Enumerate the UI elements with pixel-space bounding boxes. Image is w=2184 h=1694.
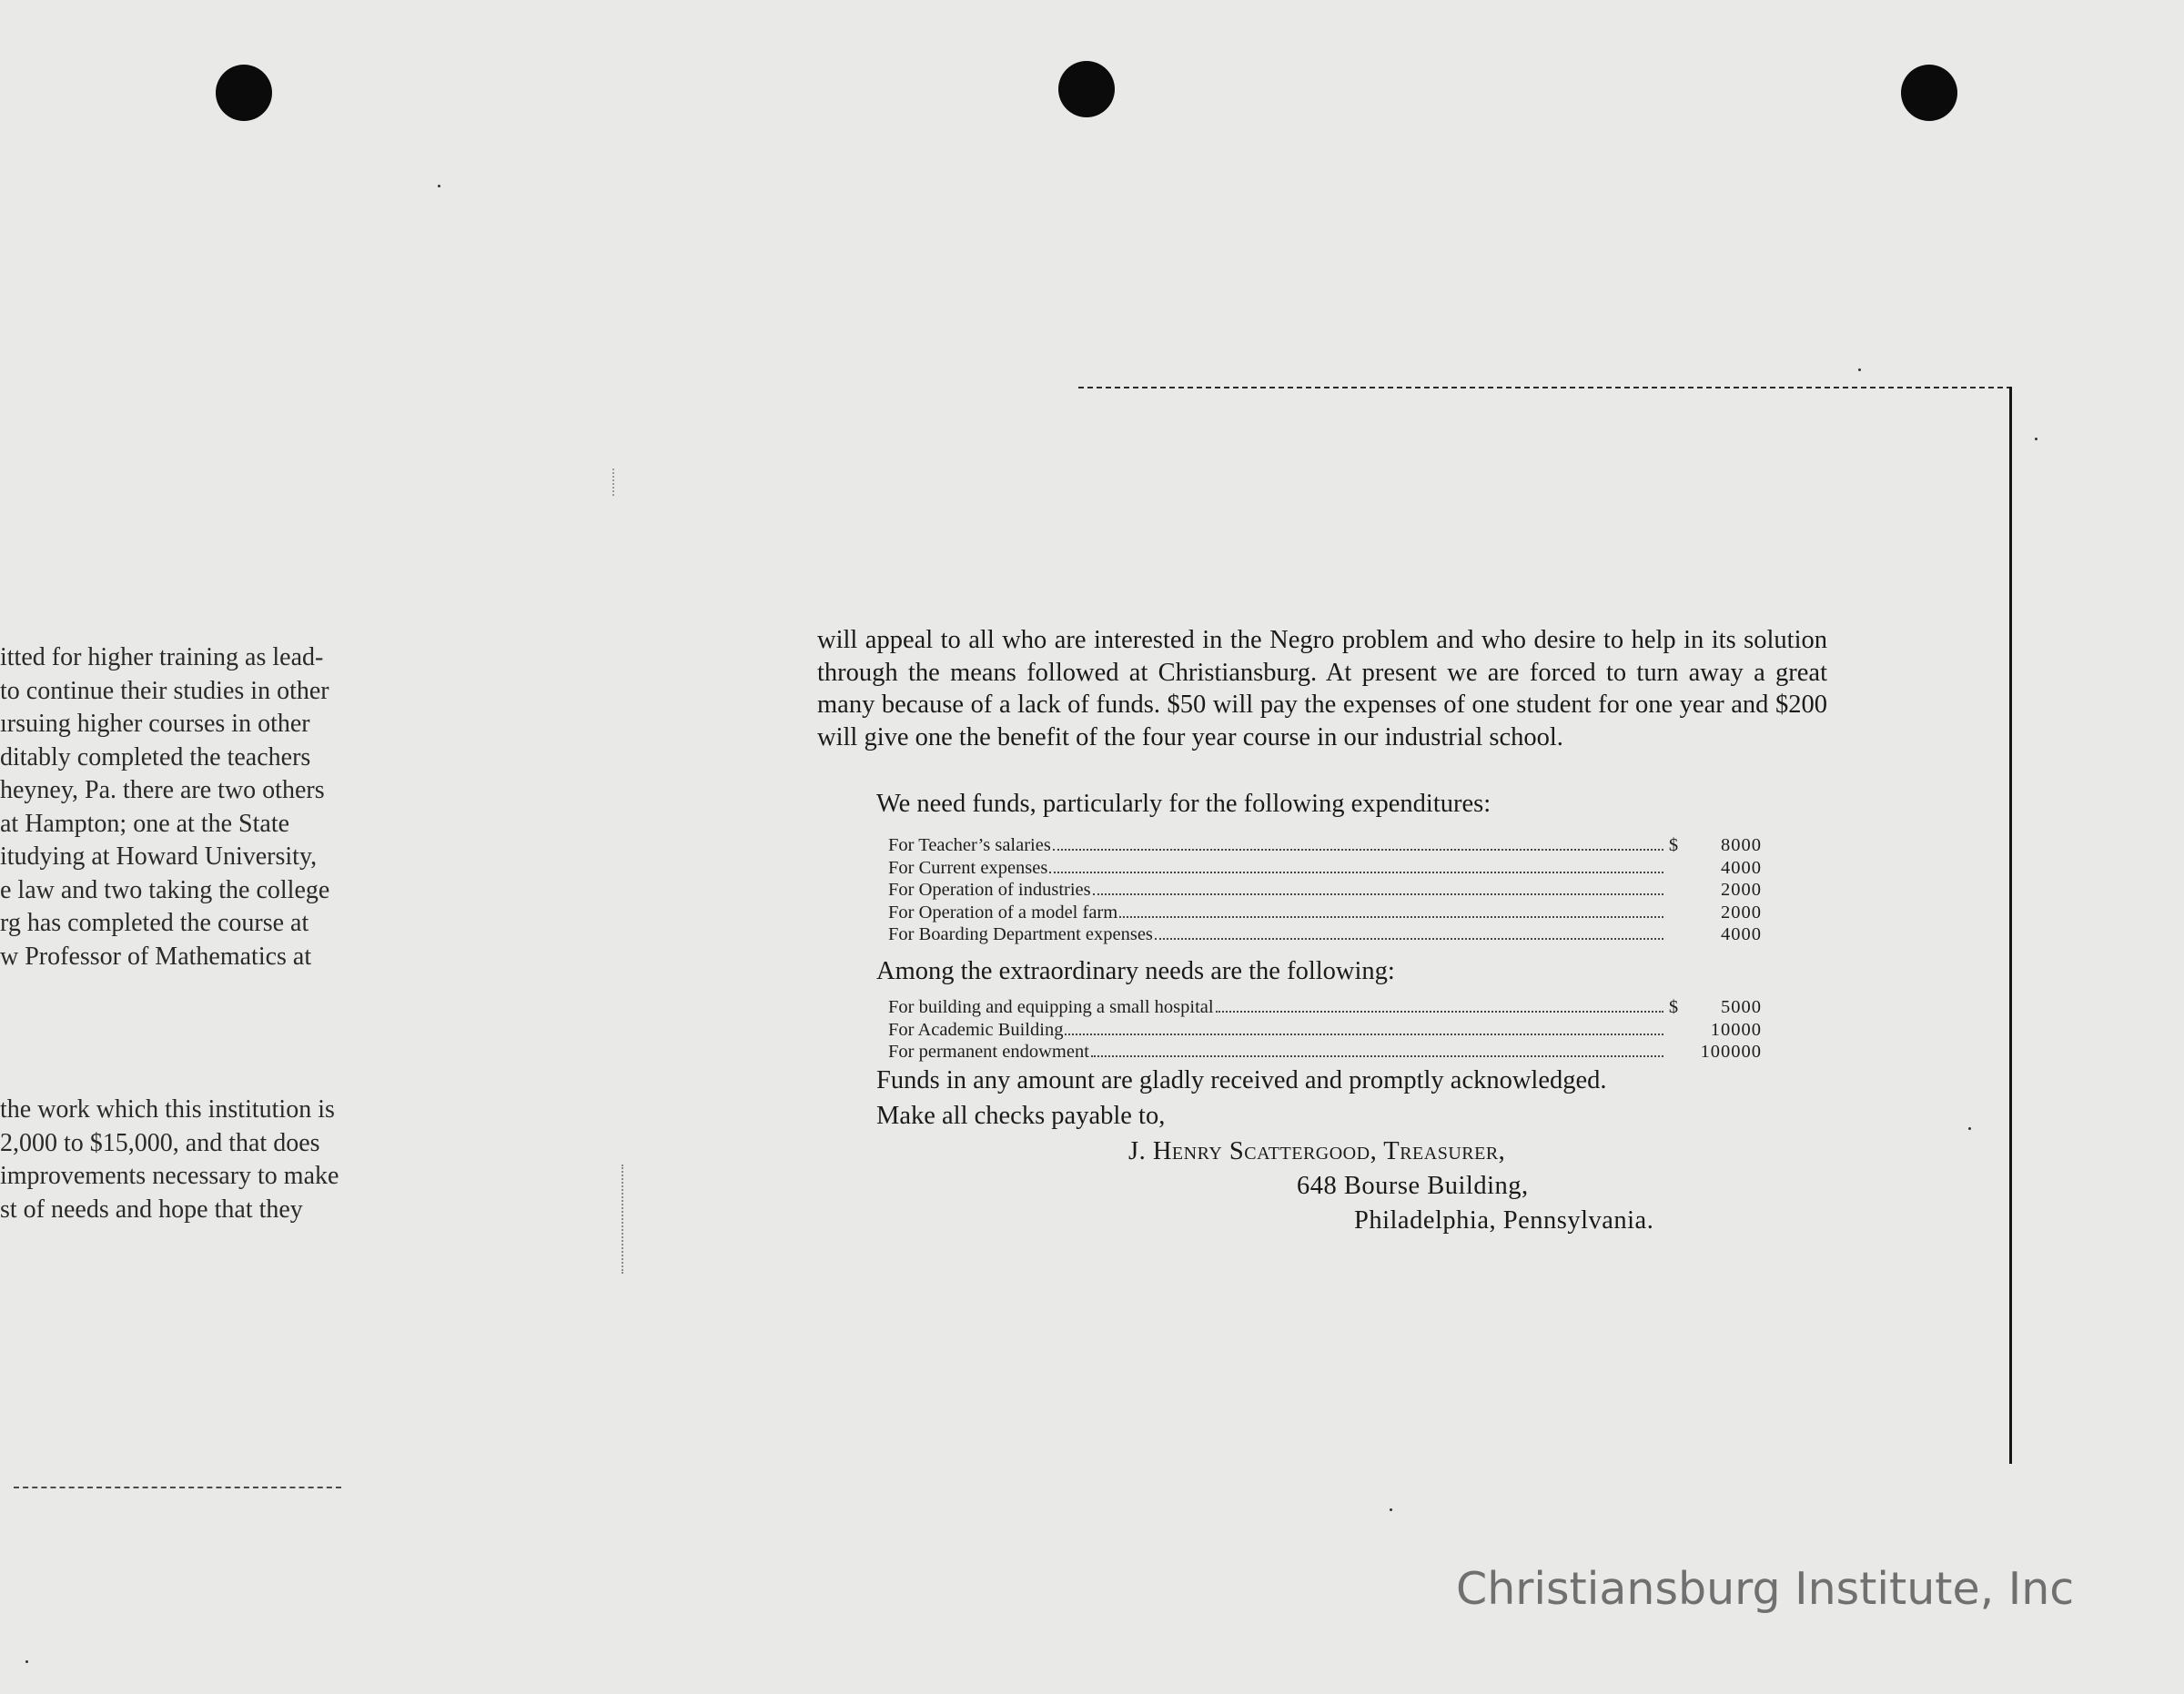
left-line: st of needs and hope that they [0, 1195, 303, 1224]
appeal-paragraph-block [817, 624, 1827, 753]
left-page-bottom-rule [14, 1487, 341, 1488]
left-page-text-block-1 [0, 641, 446, 973]
left-line: heyney, Pa. there are two others [0, 776, 325, 804]
expenditure-amount: 2000 [1721, 902, 1762, 923]
scan-speck [1968, 1127, 1971, 1130]
left-line: rg has completed the course at [0, 909, 309, 937]
extraordinary-amount: 5000 [1721, 997, 1762, 1017]
expenditure-label: For Operation of industries [888, 880, 1091, 900]
leader-dots [1155, 938, 1663, 940]
archive-watermark: Christiansburg Institute, Inc [1456, 1563, 2075, 1615]
page-gutter-marks [622, 1165, 623, 1274]
extraordinary-label: For permanent endowment [888, 1042, 1089, 1062]
checks-line: Make all checks payable to, [876, 1102, 1166, 1130]
extraordinary-row [888, 997, 1762, 1020]
extraordinary-needs-table [888, 997, 1762, 1064]
expenditure-row [888, 835, 1762, 858]
left-line: itudying at Howard University, [0, 842, 318, 871]
left-line: itted for higher training as lead- [0, 643, 324, 671]
treasurer-city-line: Philadelphia, Pennsylvania. [1354, 1206, 1654, 1235]
scan-speck [2035, 438, 2037, 440]
expenditure-row [888, 880, 1762, 902]
extraordinary-row [888, 1020, 1762, 1043]
left-line: ditably completed the teachers [0, 742, 311, 771]
extraordinary-amount: 10000 [1710, 1019, 1762, 1040]
left-line: 2,000 to $15,000, and that does [0, 1128, 320, 1157]
punch-hole-left [216, 65, 272, 121]
expenditure-label: For Teacher’s salaries [888, 835, 1051, 855]
left-line: w Professor of Mathematics at [0, 942, 312, 971]
expenditure-row [888, 924, 1762, 947]
punch-hole-center [1058, 61, 1115, 117]
expenditure-row [888, 858, 1762, 881]
expenditure-amount: 4000 [1721, 857, 1762, 878]
scan-speck [1390, 1508, 1392, 1511]
left-line: improvements necessary to make [0, 1162, 339, 1190]
expenditures-table [888, 835, 1762, 947]
funds-line: Funds in any amount are gladly received and promptly acknowledged. [876, 1066, 1607, 1094]
expenditure-amount: 8000 [1721, 835, 1762, 855]
expenditure-label: For Operation of a model farm [888, 902, 1118, 923]
currency-sign: $ [1668, 997, 1679, 1017]
extraordinary-heading: Among the extraordinary needs are the following: [876, 957, 1395, 985]
expenditure-row [888, 902, 1762, 925]
leader-dots [1053, 849, 1663, 851]
scan-speck [438, 185, 440, 187]
page-gutter-marks-upper [612, 469, 614, 496]
expenditure-label: For Current expenses [888, 857, 1048, 878]
currency-sign: $ [1668, 835, 1679, 855]
extraordinary-label: For building and equipping a small hospital [888, 997, 1214, 1017]
treasurer-address-line: 648 Bourse Building, [1297, 1172, 1529, 1200]
left-line: e law and two taking the college [0, 875, 330, 904]
left-line: at Hampton; one at the State [0, 809, 290, 838]
left-line: ırsuing higher courses in other [0, 710, 310, 738]
leader-dots [1216, 1011, 1663, 1013]
leader-dots [1049, 872, 1663, 873]
leader-dots [1065, 1034, 1663, 1035]
frame-top-rule [1078, 387, 2012, 388]
treasurer-name: J. Henry Scattergood, Treasurer, [1128, 1137, 1506, 1165]
expenditure-label: For Boarding Department expenses [888, 924, 1153, 944]
scan-speck [1858, 368, 1861, 371]
extraordinary-label: For Academic Building [888, 1019, 1064, 1040]
expenditure-amount: 4000 [1721, 924, 1762, 944]
punch-hole-right [1901, 65, 1957, 121]
leader-dots [1119, 916, 1663, 918]
leader-dots [1091, 1055, 1663, 1057]
left-line: to continue their studies in other [0, 676, 329, 705]
extraordinary-row [888, 1042, 1762, 1064]
scan-speck [25, 1660, 28, 1663]
leader-dots [1093, 893, 1663, 895]
left-line: the work which this institution is [0, 1095, 335, 1124]
extraordinary-amount: 100000 [1700, 1042, 1762, 1062]
left-page-text-block-2 [0, 1094, 446, 1226]
appeal-paragraph: will appeal to all who are interested in the Negro problem and who desire to help in its solution through the means followed at Christiansburg. At present we are forced to turn away a great many because of a lack of funds. $50 will pay the expenses of one student for one year and $200 will give one the benefit of the four year course in our industrial school. [817, 626, 1827, 751]
frame-right-rule [2009, 387, 2012, 1464]
needs-heading: We need funds, particularly for the following expenditures: [876, 790, 1491, 818]
expenditure-amount: 2000 [1721, 880, 1762, 900]
